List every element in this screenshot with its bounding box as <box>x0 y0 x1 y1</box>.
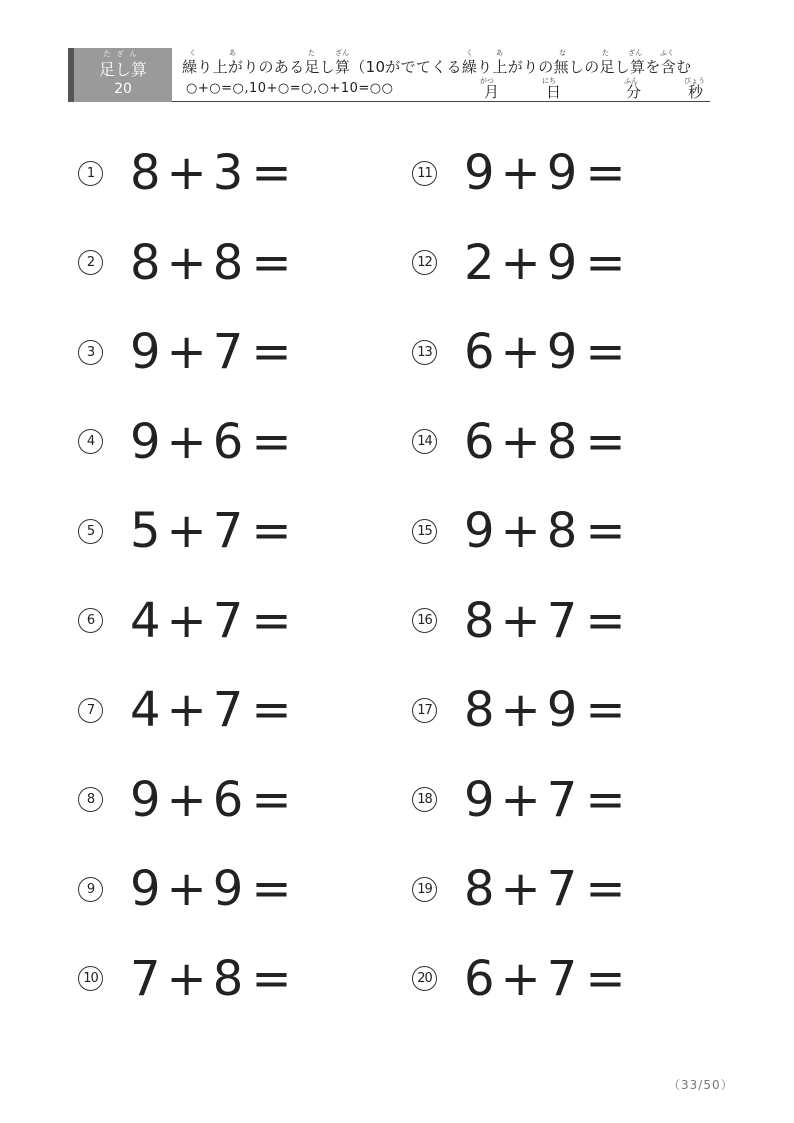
equals-sign: = <box>585 234 626 291</box>
addend-a: 7 <box>130 950 161 1007</box>
problem-item <box>78 680 292 740</box>
addend-a: 8 <box>464 682 495 738</box>
plus-sign: + <box>166 592 207 649</box>
problem-number: 16 <box>412 608 437 633</box>
addend-b: 9 <box>546 234 578 291</box>
problem-number: 18 <box>412 787 437 812</box>
problem-number: 17 <box>412 698 437 723</box>
equals-sign: = <box>585 503 626 559</box>
addend-b: 8 <box>212 950 244 1007</box>
title-ruby: ふく <box>660 49 674 57</box>
problem-item <box>412 770 626 830</box>
addend-b: 7 <box>546 771 578 828</box>
plus-sign: + <box>500 592 541 649</box>
problem-item <box>412 322 626 382</box>
equals-sign: = <box>251 503 292 559</box>
addend-a: 4 <box>130 682 161 738</box>
problem-expression <box>130 593 292 649</box>
addend-b: 9 <box>546 324 578 380</box>
plus-sign: + <box>166 771 207 828</box>
problem-number: 3 <box>78 340 103 365</box>
problem-item <box>78 770 292 830</box>
problem-expression <box>464 951 626 1007</box>
problem-number: 14 <box>412 429 437 454</box>
addend-a: 9 <box>130 771 161 828</box>
problem-item <box>78 859 292 919</box>
equals-sign: = <box>251 771 292 828</box>
addend-a: 9 <box>464 145 495 201</box>
addend-a: 9 <box>130 413 161 470</box>
addend-a: 8 <box>464 861 495 917</box>
addend-b: 7 <box>212 503 244 559</box>
addend-b: 9 <box>546 682 578 738</box>
plus-sign: + <box>500 861 541 917</box>
addend-b: 7 <box>546 592 578 649</box>
problem-number: 1 <box>78 161 103 186</box>
problem-expression <box>130 414 292 470</box>
badge-number: 20 <box>114 81 132 97</box>
problem-number: 15 <box>412 519 437 544</box>
addend-a: 9 <box>464 503 495 559</box>
equals-sign: = <box>585 771 626 828</box>
plus-sign: + <box>500 682 541 738</box>
problem-item <box>412 680 626 740</box>
problem-number: 10 <box>78 966 103 991</box>
problem-number: 7 <box>78 698 103 723</box>
equals-sign: = <box>251 861 292 917</box>
equals-sign: = <box>251 234 292 291</box>
plus-sign: + <box>500 503 541 559</box>
equals-sign: = <box>585 592 626 649</box>
problem-expression <box>130 772 292 828</box>
title-ruby: な <box>559 49 566 57</box>
problem-expression <box>130 861 292 917</box>
plus-sign: + <box>166 413 207 470</box>
equals-sign: = <box>251 950 292 1007</box>
problem-item <box>78 501 292 561</box>
addend-a: 2 <box>464 234 495 291</box>
date-ruby: がつ <box>480 77 494 85</box>
equals-sign: = <box>251 145 292 201</box>
problem-expression <box>130 324 292 380</box>
equals-sign: = <box>251 413 292 470</box>
title-ruby: あ <box>229 49 236 57</box>
plus-sign: + <box>166 503 207 559</box>
problem-item <box>78 412 292 472</box>
month-label: 月 <box>484 83 500 101</box>
equals-sign: = <box>585 413 626 470</box>
problem-item <box>412 591 626 651</box>
problem-item <box>78 233 292 293</box>
plus-sign: + <box>500 234 541 291</box>
problem-item <box>412 233 626 293</box>
addend-b: 7 <box>212 682 244 738</box>
title-ruby: く <box>466 49 473 57</box>
problem-number: 11 <box>412 161 437 186</box>
problem-item <box>78 591 292 651</box>
equals-sign: = <box>251 592 292 649</box>
addend-a: 8 <box>130 234 161 291</box>
problem-number: 6 <box>78 608 103 633</box>
problem-expression <box>464 593 626 649</box>
addend-a: 6 <box>464 950 495 1007</box>
addend-a: 4 <box>130 592 161 649</box>
worksheet-header <box>68 48 710 102</box>
addend-b: 7 <box>212 592 244 649</box>
title-ruby: ざん <box>335 49 349 57</box>
header-rule <box>172 101 710 102</box>
problem-item <box>412 412 626 472</box>
problem-expression <box>464 772 626 828</box>
problem-item <box>78 143 292 203</box>
plus-sign: + <box>500 324 541 380</box>
problem-item <box>412 859 626 919</box>
addend-a: 8 <box>464 592 495 649</box>
equals-sign: = <box>251 682 292 738</box>
section-badge <box>68 48 172 102</box>
plus-sign: + <box>166 861 207 917</box>
minute-label: 分 <box>626 83 642 101</box>
worksheet-subtitle: ○+○=○,10+○=○,○+10=○○ <box>186 81 394 96</box>
addend-b: 8 <box>546 503 578 559</box>
addend-b: 8 <box>212 234 244 291</box>
plus-sign: + <box>166 145 207 201</box>
problem-number: 2 <box>78 250 103 275</box>
plus-sign: + <box>166 950 207 1007</box>
addend-b: 6 <box>212 771 244 828</box>
problem-expression <box>130 235 292 291</box>
plus-sign: + <box>500 145 541 201</box>
addend-a: 6 <box>464 413 495 470</box>
problem-expression <box>464 503 626 559</box>
problem-expression <box>464 145 626 201</box>
addend-b: 7 <box>212 324 244 380</box>
problem-item <box>78 322 292 382</box>
problem-expression <box>130 503 292 559</box>
second-label: 秒 <box>688 83 704 101</box>
addend-a: 9 <box>130 861 161 917</box>
worksheet-title: 繰り上がりのある足し算（10がでてくる繰り上がりの無しの足し算を含む <box>182 58 692 76</box>
date-ruby: にち <box>542 77 556 85</box>
problem-item <box>412 501 626 561</box>
problem-expression <box>130 145 292 201</box>
badge-ruby: たざん <box>103 50 143 58</box>
problem-expression <box>464 235 626 291</box>
problem-number: 19 <box>412 877 437 902</box>
equals-sign: = <box>585 861 626 917</box>
title-ruby: ざん <box>628 49 642 57</box>
addend-b: 6 <box>212 413 244 470</box>
day-label: 日 <box>546 83 562 101</box>
plus-sign: + <box>166 682 207 738</box>
addend-a: 9 <box>130 324 161 380</box>
problem-expression <box>464 861 626 917</box>
plus-sign: + <box>500 771 541 828</box>
problem-item <box>412 143 626 203</box>
problem-item <box>412 949 626 1009</box>
problem-number: 8 <box>78 787 103 812</box>
equals-sign: = <box>585 950 626 1007</box>
plus-sign: + <box>166 234 207 291</box>
problem-expression <box>464 324 626 380</box>
addend-b: 9 <box>212 861 244 917</box>
equals-sign: = <box>585 682 626 738</box>
title-ruby: た <box>602 49 609 57</box>
addend-a: 5 <box>130 503 161 559</box>
addend-b: 7 <box>546 950 578 1007</box>
page-number: （33/50） <box>668 1078 734 1092</box>
problem-number: 4 <box>78 429 103 454</box>
addend-b: 8 <box>546 413 578 470</box>
problem-number: 20 <box>412 966 437 991</box>
problem-number: 9 <box>78 877 103 902</box>
plus-sign: + <box>500 413 541 470</box>
problem-expression <box>130 682 292 738</box>
problem-number: 12 <box>412 250 437 275</box>
addend-a: 8 <box>130 145 161 201</box>
addend-b: 3 <box>212 145 244 201</box>
equals-sign: = <box>251 324 292 380</box>
equals-sign: = <box>585 324 626 380</box>
plus-sign: + <box>166 324 207 380</box>
date-ruby: ふん <box>624 77 638 85</box>
title-ruby: た <box>308 49 315 57</box>
problem-number: 5 <box>78 519 103 544</box>
problem-expression <box>130 951 292 1007</box>
badge-title: 足し算 <box>98 60 147 79</box>
addend-b: 9 <box>546 145 578 201</box>
problem-expression <box>464 682 626 738</box>
addend-a: 6 <box>464 324 495 380</box>
addend-b: 7 <box>546 861 578 917</box>
problem-expression <box>464 414 626 470</box>
date-ruby: びょう <box>684 77 705 85</box>
title-ruby: く <box>189 49 196 57</box>
problem-item <box>78 949 292 1009</box>
plus-sign: + <box>500 950 541 1007</box>
addend-a: 9 <box>464 771 495 828</box>
title-ruby: あ <box>496 49 503 57</box>
problem-number: 13 <box>412 340 437 365</box>
equals-sign: = <box>585 145 626 201</box>
